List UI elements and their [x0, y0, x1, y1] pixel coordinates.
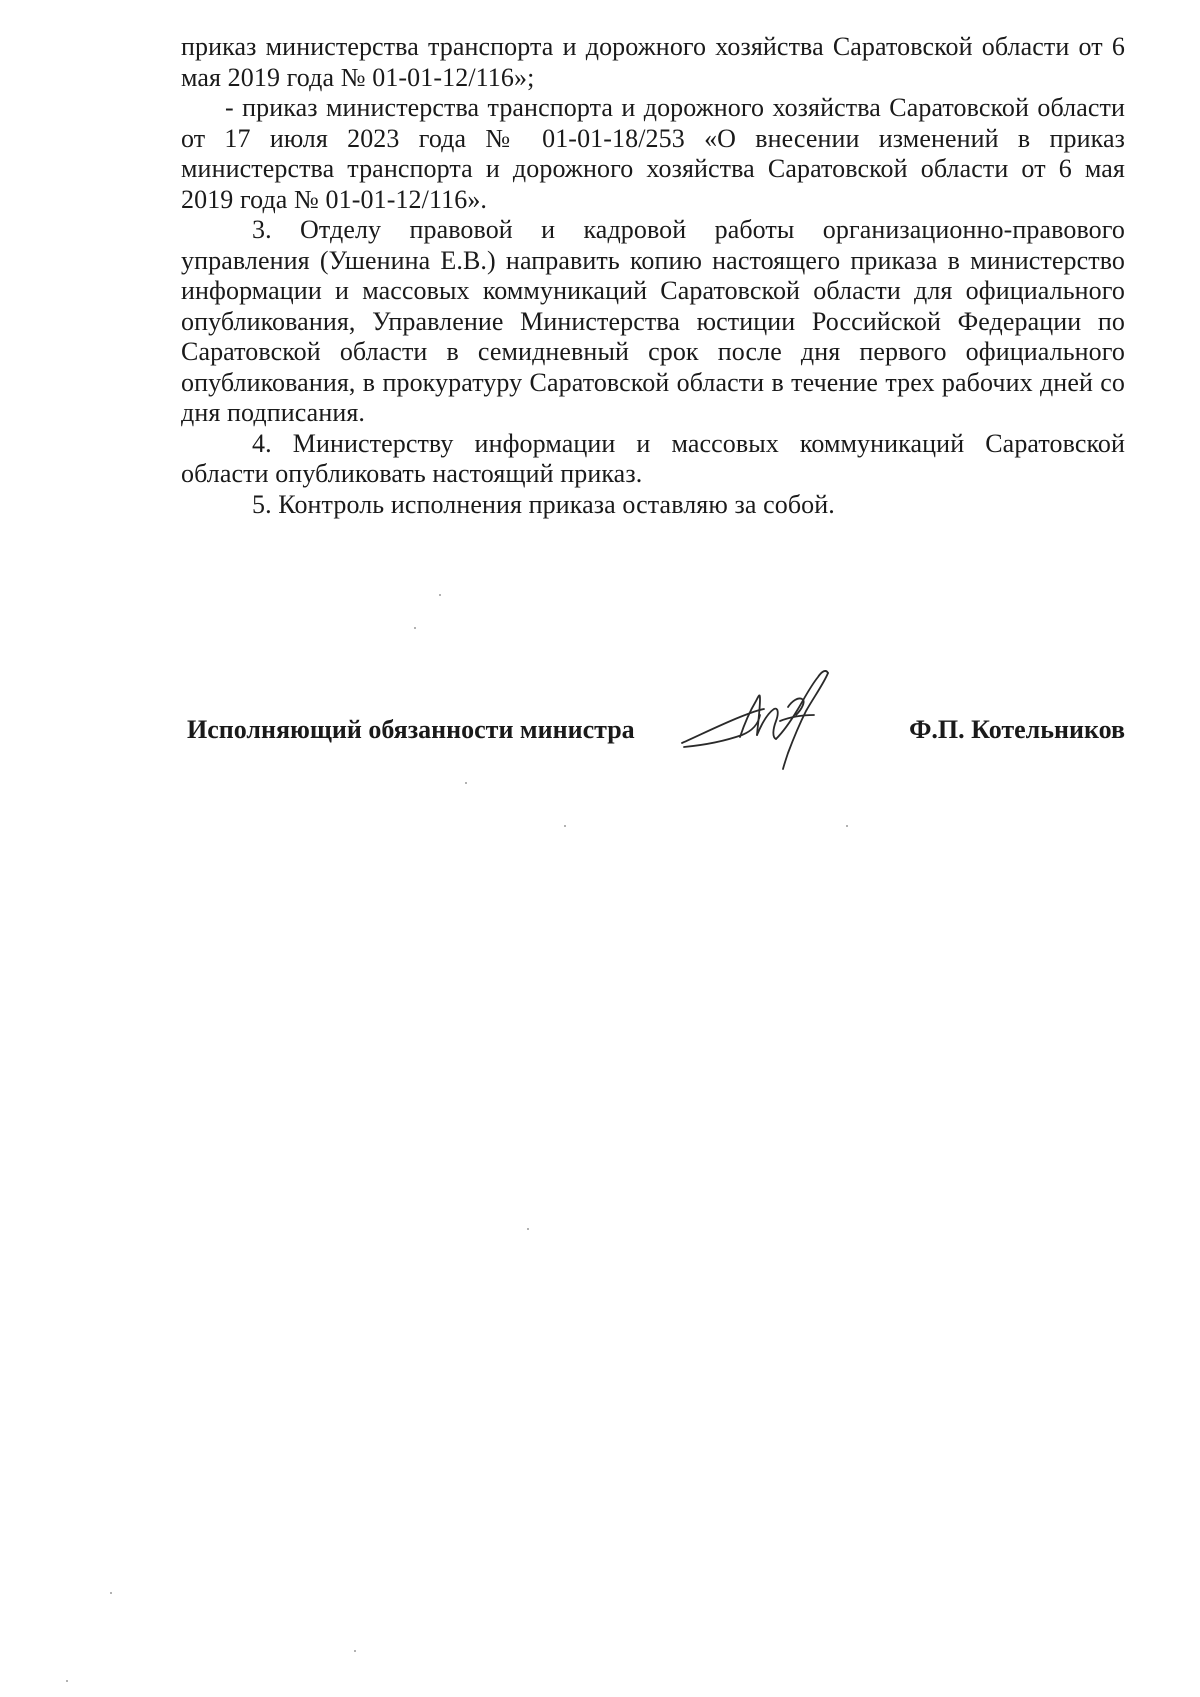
- scan-speck: [465, 782, 467, 784]
- scan-speck: [66, 1680, 68, 1682]
- scan-speck: [414, 627, 416, 629]
- paragraph-list-item: - приказ министерства транспорта и дорожного хозяйства Саратовской области от 17 июля 2023 года № 01-01-18/253 «О внесении изменений в приказ министерства транспорта и дорожного хозяйства Саратовской области от 6 мая 2019 года № 01-01-12/116».: [181, 93, 1125, 214]
- scan-speck: [564, 825, 566, 827]
- paragraph-item-3: 3. Отделу правовой и кадровой работы организационно-правового управления (Ушенина Е.В.) направить копию настоящего приказа в министерство информации и массовых коммуникаций Саратовской области для официального опубликования, Управление Министерства юстиции Российской Федерации по Саратовской области в семидневный срок после дня первого официального опубликования, в прокуратуру Саратовской области в течение трех рабочих дней со дня подписания.: [181, 215, 1125, 427]
- signatory-name: Ф.П. Котельников: [909, 715, 1125, 744]
- scan-speck: [527, 1228, 529, 1230]
- paragraph-item-4: 4. Министерству информации и массовых коммуникаций Саратовской области опубликовать настоящий приказ.: [181, 428, 1125, 488]
- scan-speck: [439, 594, 441, 596]
- signatory-position: Исполняющий обязанности министра: [187, 715, 635, 744]
- scan-speck: [354, 1650, 356, 1652]
- scan-speck: [110, 1592, 112, 1594]
- scan-speck: [846, 825, 848, 827]
- document-body: [181, 32, 1125, 520]
- signature-block: [181, 715, 1125, 755]
- paragraph-continuation: приказ министерства транспорта и дорожного хозяйства Саратовской области от 6 мая 2019 года № 01-01-12/116»;: [181, 32, 1125, 92]
- paragraph-item-5: 5. Контроль исполнения приказа оставляю за собой.: [252, 489, 835, 519]
